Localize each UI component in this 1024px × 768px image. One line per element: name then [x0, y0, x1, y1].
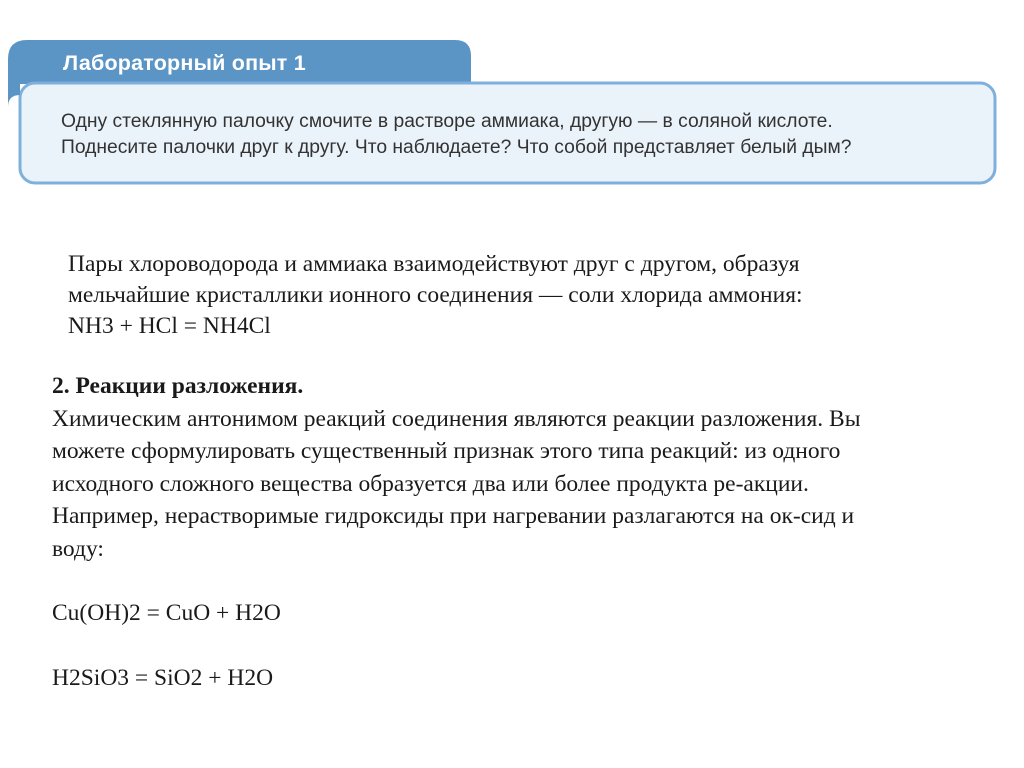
answer-paragraph	[68, 249, 803, 342]
section-line: воду:	[52, 535, 104, 562]
lab-title: Лабораторный опыт 1	[63, 51, 306, 75]
lab-instruction-line: Поднесите палочки друг к другу. Что наблюдаете? Что собой представляет белый дым?	[61, 137, 852, 158]
answer-line: мельчайшие кристаллики ионного соединения — соли хлорида аммония:	[68, 282, 803, 308]
section-heading: 2. Реакции разложения.	[52, 373, 304, 399]
decomposition-section	[52, 370, 861, 694]
equation-silicic-acid: H2SiO3 = SiO2 + H2O	[52, 664, 274, 691]
spacer	[52, 565, 861, 597]
lab-experiment-box	[8, 37, 1000, 187]
answer-equation: NH3 + HCl = NH4Cl	[68, 313, 271, 339]
section-line: можете сформулировать существенный признак этого типа реакций: из одного	[52, 438, 841, 464]
section-line: Например, нерастворимые гидроксиды при нагревании разлагаются на ок-сид и	[52, 503, 855, 529]
spacer	[52, 630, 861, 662]
answer-line: Пары хлороводорода и аммиака взаимодействуют друг с другом, образуя	[68, 251, 800, 277]
equation-copper-hydroxide: Cu(OH)2 = CuO + H2O	[52, 600, 281, 626]
lab-instruction-line: Одну стеклянную палочку смочите в растворе аммиака, другую — в соляной кислоте.	[61, 111, 833, 132]
section-line: Химическим антонимом реакций соединения являются реакции разложения. Вы	[52, 405, 861, 432]
section-line: исходного сложного вещества образуется два или более продукта ре-акции.	[52, 470, 809, 497]
lab-instructions	[61, 109, 986, 161]
